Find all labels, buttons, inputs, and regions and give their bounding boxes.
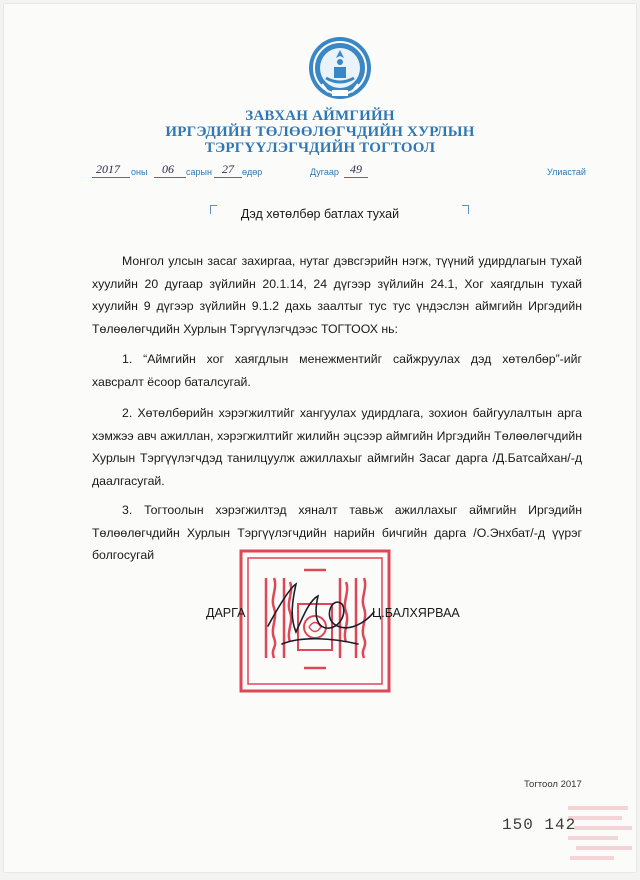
- year-value: 2017: [96, 162, 120, 176]
- body-item-1: [92, 348, 582, 393]
- number-value: 49: [350, 162, 362, 176]
- header-line-1: ЗАВХАН АЙМГИЙН: [245, 108, 395, 124]
- signature-name: Ц.БАЛХЯРВАА: [372, 606, 460, 620]
- subject-title: Дэд хөтөлбөр батлах тухай: [240, 207, 400, 221]
- item-text: 1. “Аймгийн хог хаягдлын менежментийг сайжруулах дэд хөтөлбөр”-ийг хавсралт ёсоор баталсугай.: [92, 352, 582, 389]
- day-value: 27: [222, 162, 234, 176]
- document-page: [4, 4, 636, 872]
- handwritten-signature: [262, 574, 382, 664]
- item-text: 3. Тогтоолын хэрэгжилтэд хяналт тавьж ажиллахыг аймгийн Иргэдийн Төлөөлөгчдийн Хурлын Тэргүүлэгчдийн нарийн бичгийн дарга /О.Энхбат/-д үүрэг болгосугай: [92, 503, 582, 563]
- page-numbers: 150 142: [502, 816, 577, 834]
- number-label: Дугаар: [310, 167, 339, 177]
- month-label: сарын: [186, 167, 212, 177]
- signature-title: ДАРГА: [206, 606, 246, 620]
- city-label: Улиастай: [547, 167, 586, 177]
- paragraph-text: Монгол улсын засаг захиргаа, нутаг дэвсгэрийн нэгж, түүний удирдлагын тухай хуулийн 20 дугаар зүйлийн 20.1.14, 24 дүгээр зүйлийн 24.1, Хог хаягдлын тухай хуулийн 9 дүгээр зүйлийн 9.1.2 дахь заалтыг тус тус үндэслэн аймгийн Иргэдийн Төлөөлөгчдийн Хурлын Тэргүүлэгчдээс ТОГТООХ нь:: [92, 254, 582, 336]
- body-item-2: [92, 402, 582, 492]
- header-line-3: ТЭРГҮҮЛЭГЧДИЙН ТОГТООЛ: [204, 140, 436, 156]
- body-paragraph-1: [92, 250, 582, 340]
- footer-label: Тогтоол 2017: [524, 779, 582, 790]
- day-label: өдөр: [242, 167, 263, 177]
- state-emblem-icon: [304, 34, 376, 102]
- month-value: 06: [162, 162, 174, 176]
- item-text: 2. Хөтөлбөрийн хэрэгжилтийг хангуулах удирдлага, зохион байгуулалтын арга хэмжээ авч ажиллан, хэрэгжилтийг жилийн эцсээр аймгийн Иргэдийн Төлөөлөгчдийн Хурлын Тэргүүлэгчдэд танилцуулж ажиллахыг аймгийн Засаг дарга /Д.Батсайхан/-д даалгасугай.: [92, 406, 582, 488]
- header-line-2: ИРГЭДИЙН ТӨЛӨӨЛӨГЧДИЙН ХУРЛЫН: [165, 124, 475, 140]
- faint-stamp-bleed: [564, 800, 636, 866]
- year-label: оны: [131, 167, 148, 177]
